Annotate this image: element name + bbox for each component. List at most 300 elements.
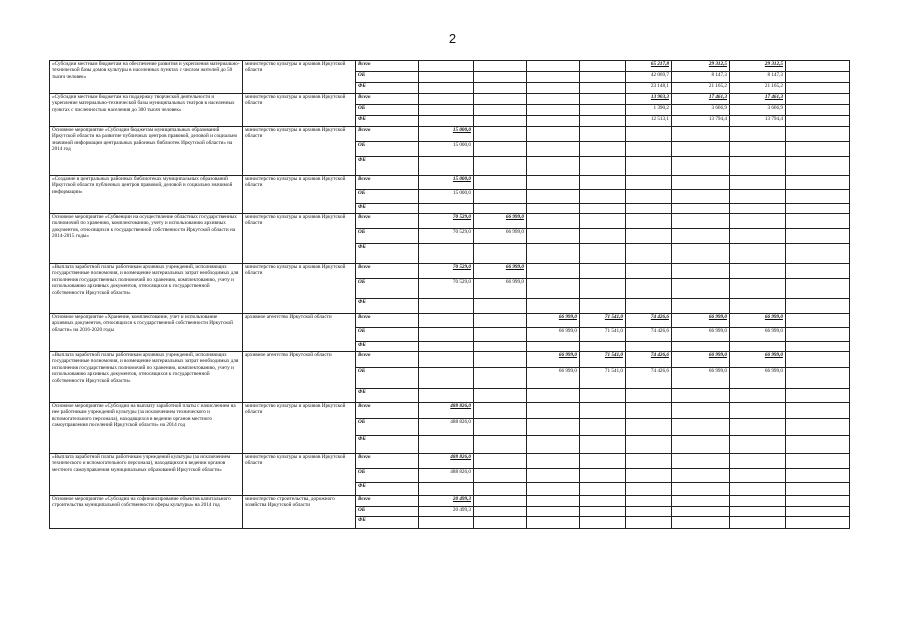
amount-cell — [474, 204, 527, 214]
funding-source: ФБ — [356, 83, 419, 94]
amount-cell — [419, 83, 474, 94]
amount-cell — [672, 127, 730, 142]
amount-cell: 66 999,0 — [474, 279, 527, 299]
funding-source: ОБ — [356, 368, 419, 389]
amount-cell — [626, 142, 672, 157]
amount-cell — [527, 454, 580, 469]
amount-cell — [474, 142, 527, 157]
amount-cell — [730, 244, 786, 264]
amount-cell — [786, 94, 850, 105]
amount-cell — [672, 157, 730, 176]
amount-cell — [527, 72, 580, 83]
funding-source: ФБ — [356, 299, 419, 314]
amount-cell — [580, 127, 626, 142]
amount-cell: 29 312,5 — [730, 61, 786, 72]
amount-cell — [580, 299, 626, 314]
amount-cell — [580, 94, 626, 105]
amount-cell — [527, 204, 580, 214]
amount-cell — [672, 454, 730, 469]
funding-source: ОБ — [356, 328, 419, 342]
amount-cell: 488 826,0 — [419, 419, 474, 436]
amount-cell — [419, 299, 474, 314]
amount-cell — [474, 72, 527, 83]
amount-cell — [527, 264, 580, 279]
funding-source: Всего — [356, 454, 419, 469]
amount-cell — [730, 517, 786, 529]
amount-cell — [626, 279, 672, 299]
amount-cell — [527, 83, 580, 94]
amount-cell — [527, 229, 580, 244]
amount-cell — [474, 496, 527, 507]
amount-cell — [474, 61, 527, 72]
amount-cell: 74 426,6 — [626, 352, 672, 368]
budget-table — [49, 60, 850, 529]
amount-cell — [786, 264, 850, 279]
amount-cell — [580, 389, 626, 403]
amount-cell — [580, 105, 626, 116]
amount-cell — [474, 314, 527, 328]
amount-cell — [672, 299, 730, 314]
amount-cell — [730, 299, 786, 314]
amount-cell — [786, 454, 850, 469]
funding-source: ОБ — [356, 279, 419, 299]
amount-cell — [419, 204, 474, 214]
amount-cell: 1 390,2 — [626, 105, 672, 116]
amount-cell — [626, 454, 672, 469]
funding-source: ОБ — [356, 469, 419, 483]
funding-source: ОБ — [356, 142, 419, 157]
funding-source: ФБ — [356, 157, 419, 176]
amount-cell — [626, 299, 672, 314]
amount-cell: 66 999,0 — [672, 352, 730, 368]
amount-cell: 66 999,0 — [527, 368, 580, 389]
amount-cell — [580, 214, 626, 229]
funding-source: Всего — [356, 496, 419, 507]
amount-cell — [474, 368, 527, 389]
amount-cell — [527, 190, 580, 204]
amount-cell — [419, 483, 474, 496]
amount-cell — [527, 389, 580, 403]
amount-cell — [474, 176, 527, 190]
amount-cell: 3 666,9 — [730, 105, 786, 116]
amount-cell: 66 999,0 — [527, 314, 580, 328]
amount-cell — [527, 61, 580, 72]
amount-cell: 17 461,3 — [672, 94, 730, 105]
amount-cell — [580, 279, 626, 299]
amount-cell — [419, 61, 474, 72]
amount-cell — [419, 352, 474, 368]
amount-cell: 17 461,3 — [730, 94, 786, 105]
amount-cell — [419, 517, 474, 529]
amount-cell — [786, 419, 850, 436]
amount-cell — [786, 244, 850, 264]
funding-source: ФБ — [356, 389, 419, 403]
amount-cell — [626, 389, 672, 403]
amount-cell — [730, 190, 786, 204]
amount-cell — [786, 214, 850, 229]
responsible-executor: архивное агентство Иркутской области — [243, 314, 356, 352]
amount-cell: 74 426,6 — [626, 314, 672, 328]
responsible-executor: архивное агентство Иркутской области — [243, 352, 356, 403]
amount-cell — [672, 190, 730, 204]
amount-cell — [626, 176, 672, 190]
amount-cell — [527, 214, 580, 229]
amount-cell — [580, 454, 626, 469]
table-row — [50, 454, 850, 469]
amount-cell — [626, 264, 672, 279]
funding-source: Всего — [356, 61, 419, 72]
amount-cell — [730, 496, 786, 507]
table-row — [50, 94, 850, 105]
amount-cell: 23 148,1 — [626, 83, 672, 94]
amount-cell: 71 541,0 — [580, 352, 626, 368]
amount-cell: 70 529,0 — [419, 279, 474, 299]
amount-cell — [580, 72, 626, 83]
amount-cell — [786, 496, 850, 507]
amount-cell — [786, 342, 850, 352]
table-row — [50, 214, 850, 229]
amount-cell: 70 529,0 — [419, 214, 474, 229]
amount-cell — [527, 342, 580, 352]
table-row — [50, 496, 850, 507]
amount-cell — [580, 264, 626, 279]
funding-source: Всего — [356, 127, 419, 142]
amount-cell: 13 903,3 — [626, 94, 672, 105]
amount-cell — [474, 352, 527, 368]
amount-cell — [419, 314, 474, 328]
responsible-executor: министерство культуры и архивов Иркутской области — [243, 61, 356, 94]
amount-cell — [730, 204, 786, 214]
amount-cell — [786, 436, 850, 454]
amount-cell — [580, 176, 626, 190]
activity-description: Основное мероприятие «Субвенции на осуществление областных государственных полномочий по хранению, комплектованию, учету и использованию архивных документов, относящихся к государственной собственности Иркутской области на 2014-2015 годы» — [50, 214, 243, 264]
amount-cell — [672, 229, 730, 244]
amount-cell — [527, 469, 580, 483]
amount-cell: 20 499,3 — [419, 496, 474, 507]
amount-cell: 15 000,0 — [419, 176, 474, 190]
responsible-executor: министерство культуры и архивов Иркутской области — [243, 214, 356, 264]
amount-cell — [786, 157, 850, 176]
amount-cell: 66 999,0 — [730, 314, 786, 328]
funding-source: ОБ — [356, 105, 419, 116]
amount-cell — [527, 176, 580, 190]
amount-cell: 66 999,0 — [474, 264, 527, 279]
activity-description: Основное мероприятие «Субсидии на выплату заработной платы с начислением на нее работникам учреждений культуры (за исключением технического и вспомогательного персонала), находящихся в ведении органов местного самоуправления поселений Иркутской области» на 2014 год — [50, 403, 243, 454]
amount-cell — [672, 214, 730, 229]
amount-cell — [730, 342, 786, 352]
amount-cell — [474, 419, 527, 436]
amount-cell — [580, 83, 626, 94]
amount-cell: 42 069,7 — [626, 72, 672, 83]
amount-cell: 8 147,3 — [672, 72, 730, 83]
amount-cell — [474, 454, 527, 469]
responsible-executor: министерство культуры и архивов Иркутской области — [243, 94, 356, 127]
amount-cell: 70 529,0 — [419, 264, 474, 279]
amount-cell — [730, 389, 786, 403]
activity-description: «Выплата заработной платы работникам учреждений культуры (за исключением технического и вспомогательного персонала), находящихся в ведении органов местного самоуправления муниципальных образований Иркутской области» — [50, 454, 243, 496]
amount-cell — [474, 299, 527, 314]
amount-cell — [672, 403, 730, 419]
amount-cell — [626, 342, 672, 352]
responsible-executor: министерство строительства, дорожного хозяйства Иркутской области — [243, 496, 356, 529]
amount-cell: 21 165,2 — [672, 83, 730, 94]
amount-cell — [786, 469, 850, 483]
amount-cell — [474, 342, 527, 352]
amount-cell — [672, 264, 730, 279]
funding-source: ФБ — [356, 483, 419, 496]
amount-cell — [730, 483, 786, 496]
table-row — [50, 403, 850, 419]
amount-cell — [786, 116, 850, 127]
amount-cell — [419, 157, 474, 176]
amount-cell — [672, 419, 730, 436]
funding-source: ФБ — [356, 436, 419, 454]
amount-cell — [580, 469, 626, 483]
amount-cell — [527, 94, 580, 105]
amount-cell — [730, 454, 786, 469]
amount-cell — [786, 72, 850, 83]
amount-cell: 15 000,0 — [419, 190, 474, 204]
amount-cell — [786, 352, 850, 368]
table-row — [50, 352, 850, 368]
amount-cell — [672, 244, 730, 264]
amount-cell — [580, 483, 626, 496]
funding-source: ОБ — [356, 229, 419, 244]
amount-cell — [527, 419, 580, 436]
amount-cell — [419, 342, 474, 352]
amount-cell — [626, 204, 672, 214]
activity-description: «Субсидии местным бюджетам на поддержку творческой деятельности и укрепление материально-технической базы муниципальных театров в населенных пунктах с численностью населения до 300 тысяч человек» — [50, 94, 243, 127]
amount-cell — [527, 244, 580, 264]
amount-cell — [786, 61, 850, 72]
amount-cell — [626, 483, 672, 496]
amount-cell — [474, 190, 527, 204]
funding-source: ФБ — [356, 116, 419, 127]
funding-source: Всего — [356, 214, 419, 229]
amount-cell — [730, 507, 786, 517]
amount-cell — [527, 517, 580, 529]
amount-cell — [580, 204, 626, 214]
funding-source: ОБ — [356, 72, 419, 83]
amount-cell: 488 826,0 — [419, 403, 474, 419]
amount-cell — [730, 142, 786, 157]
amount-cell — [786, 403, 850, 419]
amount-cell — [786, 517, 850, 529]
amount-cell — [730, 127, 786, 142]
amount-cell — [786, 142, 850, 157]
responsible-executor: министерство культуры и архивов Иркутской области — [243, 264, 356, 314]
amount-cell — [474, 94, 527, 105]
amount-cell: 65 217,8 — [626, 61, 672, 72]
amount-cell — [527, 496, 580, 507]
amount-cell: 66 999,0 — [474, 214, 527, 229]
amount-cell — [580, 507, 626, 517]
amount-cell — [580, 157, 626, 176]
amount-cell — [626, 496, 672, 507]
amount-cell — [626, 507, 672, 517]
page-number: 2 — [448, 31, 457, 46]
table-row — [50, 314, 850, 328]
amount-cell — [730, 176, 786, 190]
amount-cell — [527, 403, 580, 419]
amount-cell — [626, 419, 672, 436]
amount-cell — [626, 127, 672, 142]
amount-cell — [527, 279, 580, 299]
amount-cell: 20 499,3 — [419, 507, 474, 517]
amount-cell — [419, 105, 474, 116]
amount-cell — [419, 116, 474, 127]
funding-source: Всего — [356, 314, 419, 328]
amount-cell — [672, 342, 730, 352]
amount-cell: 8 147,3 — [730, 72, 786, 83]
amount-cell — [527, 299, 580, 314]
amount-cell: 71 541,0 — [580, 368, 626, 389]
amount-cell: 66 999,0 — [474, 229, 527, 244]
amount-cell: 66 999,0 — [672, 368, 730, 389]
amount-cell — [580, 419, 626, 436]
amount-cell — [672, 279, 730, 299]
amount-cell — [786, 389, 850, 403]
amount-cell — [672, 204, 730, 214]
funding-source: ОБ — [356, 190, 419, 204]
activity-description: «Субсидии местным бюджетам на обеспечение развития и укрепления материально-технической базы домов культуры в населенных пунктах с числом жителей до 50 тысяч человек» — [50, 61, 243, 94]
amount-cell: 29 312,5 — [672, 61, 730, 72]
amount-cell — [474, 328, 527, 342]
amount-cell — [527, 105, 580, 116]
table-row — [50, 127, 850, 142]
amount-cell: 66 999,0 — [672, 314, 730, 328]
table-row — [50, 176, 850, 190]
amount-cell — [580, 342, 626, 352]
funding-source: Всего — [356, 94, 419, 105]
funding-source: Всего — [356, 352, 419, 368]
amount-cell — [730, 214, 786, 229]
amount-cell — [580, 229, 626, 244]
responsible-executor: министерство культуры и архивов Иркутской области — [243, 127, 356, 176]
amount-cell: 71 541,0 — [580, 328, 626, 342]
amount-cell — [474, 157, 527, 176]
amount-cell: 15 000,0 — [419, 142, 474, 157]
amount-cell — [786, 204, 850, 214]
amount-cell — [730, 229, 786, 244]
amount-cell — [786, 279, 850, 299]
amount-cell: 488 826,0 — [419, 454, 474, 469]
amount-cell — [786, 190, 850, 204]
amount-cell — [419, 244, 474, 264]
amount-cell — [527, 127, 580, 142]
amount-cell: 12 513,1 — [626, 116, 672, 127]
amount-cell — [786, 328, 850, 342]
amount-cell — [527, 116, 580, 127]
amount-cell — [672, 389, 730, 403]
amount-cell — [672, 142, 730, 157]
amount-cell — [474, 244, 527, 264]
amount-cell — [786, 368, 850, 389]
amount-cell — [626, 157, 672, 176]
funding-source: ФБ — [356, 244, 419, 264]
amount-cell — [626, 190, 672, 204]
activity-description: «Выплата заработной платы работникам архивных учреждений, исполняющих государственные полномочия, и возмещение материальных затрат необходимых для исполнения государственных полномочий по хранению, комплектованию, учету и использованию архивных документов, относящихся к государственной собственности Иркутской области» — [50, 264, 243, 314]
amount-cell — [672, 483, 730, 496]
amount-cell — [580, 496, 626, 507]
amount-cell: 66 999,0 — [527, 328, 580, 342]
amount-cell — [672, 469, 730, 483]
amount-cell: 66 999,0 — [730, 328, 786, 342]
amount-cell — [672, 436, 730, 454]
amount-cell — [474, 83, 527, 94]
amount-cell: 74 426,6 — [626, 368, 672, 389]
amount-cell — [474, 517, 527, 529]
funding-source: Всего — [356, 176, 419, 190]
amount-cell — [580, 61, 626, 72]
table-row — [50, 61, 850, 72]
responsible-executor: министерство культуры и архивов Иркутской области — [243, 403, 356, 454]
amount-cell — [786, 83, 850, 94]
amount-cell — [474, 403, 527, 419]
amount-cell — [474, 105, 527, 116]
amount-cell — [419, 436, 474, 454]
amount-cell — [672, 517, 730, 529]
amount-cell: 15 000,0 — [419, 127, 474, 142]
funding-source: Всего — [356, 403, 419, 419]
amount-cell — [419, 94, 474, 105]
amount-cell — [672, 496, 730, 507]
activity-description: «Создание в центральных районных библиотеках муниципальных образований Иркутской области публичных центров правовой, деловой и социально значимой информации» — [50, 176, 243, 214]
amount-cell — [419, 368, 474, 389]
amount-cell — [580, 517, 626, 529]
amount-cell — [580, 244, 626, 264]
amount-cell — [786, 176, 850, 190]
amount-cell — [580, 116, 626, 127]
funding-source: ОБ — [356, 419, 419, 436]
amount-cell — [786, 507, 850, 517]
amount-cell — [626, 214, 672, 229]
amount-cell — [527, 507, 580, 517]
amount-cell — [474, 483, 527, 496]
amount-cell: 13 794,4 — [672, 116, 730, 127]
amount-cell — [474, 127, 527, 142]
amount-cell — [730, 264, 786, 279]
amount-cell: 21 165,2 — [730, 83, 786, 94]
amount-cell — [626, 436, 672, 454]
amount-cell: 3 666,9 — [672, 105, 730, 116]
amount-cell — [474, 436, 527, 454]
activity-description: Основное мероприятие «Субсидии бюджетам муниципальных образований Иркутской области на развитие публичных центров правовой, деловой и социально значимой информации центральных районных библиотек Иркутской области» на 2014 год — [50, 127, 243, 176]
responsible-executor: министерство культуры и архивов Иркутской области — [243, 176, 356, 214]
amount-cell: 66 999,0 — [672, 328, 730, 342]
amount-cell — [672, 176, 730, 190]
table-row — [50, 264, 850, 279]
amount-cell: 488 826,0 — [419, 469, 474, 483]
activity-description: Основное мероприятие «Субсидии на софинансирование объектов капитального строительства муниципальной собственности сферы культуры» на 2014 год — [50, 496, 243, 529]
amount-cell — [580, 142, 626, 157]
amount-cell — [474, 469, 527, 483]
amount-cell — [730, 419, 786, 436]
amount-cell — [419, 389, 474, 403]
amount-cell — [626, 517, 672, 529]
amount-cell — [474, 507, 527, 517]
amount-cell: 70 529,0 — [419, 229, 474, 244]
amount-cell — [527, 157, 580, 176]
amount-cell — [474, 116, 527, 127]
amount-cell — [786, 127, 850, 142]
activity-description: Основное мероприятие «Хранение, комплектование, учет и использование архивных документов, относящихся к государственной собственности Иркутской области» на 2016-2020 годы — [50, 314, 243, 352]
amount-cell — [786, 483, 850, 496]
amount-cell — [672, 507, 730, 517]
amount-cell — [786, 229, 850, 244]
amount-cell: 66 999,0 — [730, 352, 786, 368]
amount-cell — [474, 389, 527, 403]
